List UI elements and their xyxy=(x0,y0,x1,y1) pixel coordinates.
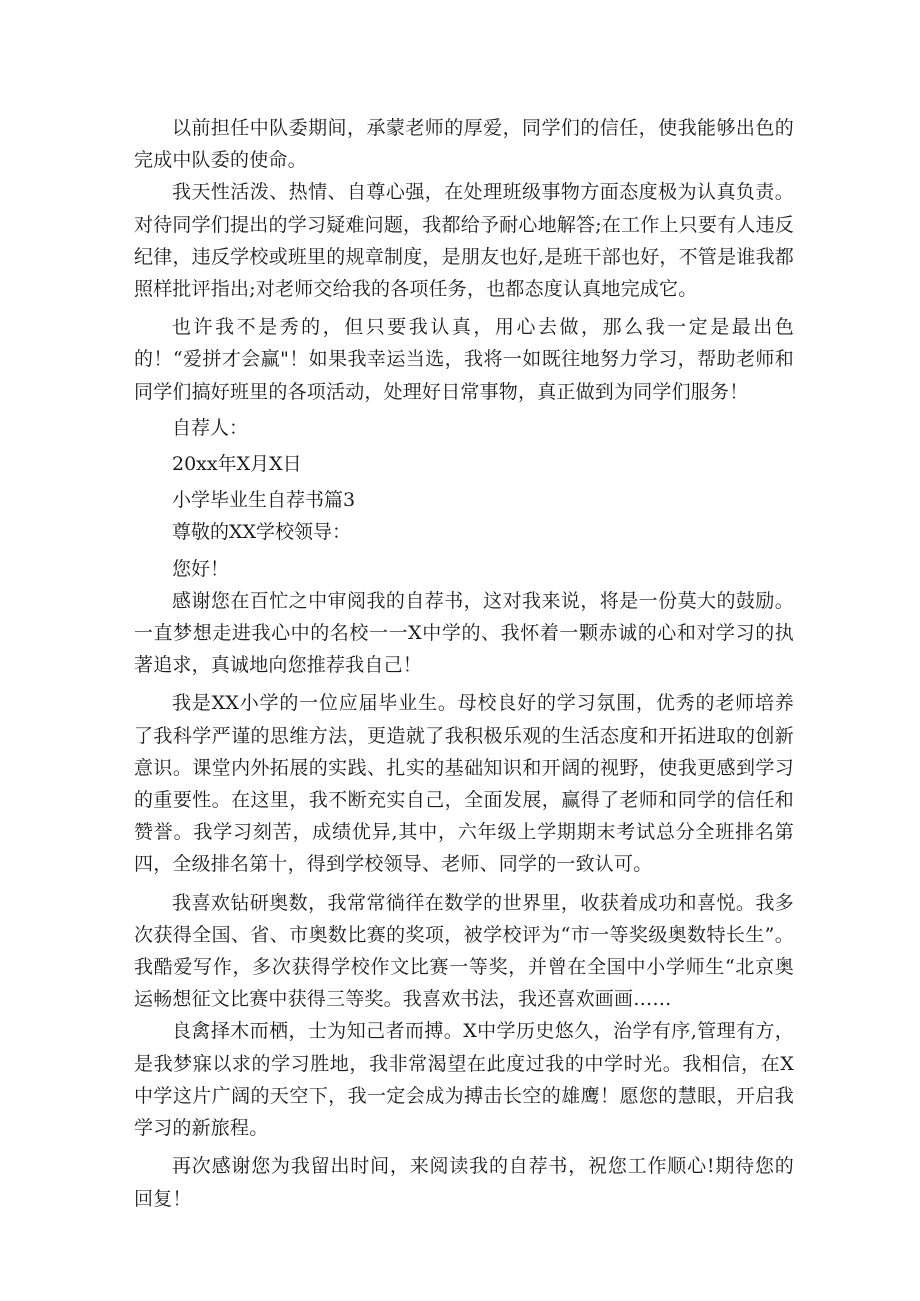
letter-paragraph: 我是XX小学的一位应届毕业生。母校良好的学习氛围，优秀的老师培养了我科学严谨的思维方法，更造就了我积极乐观的生活态度和开拓进取的创新意识。课堂内外拓展的实践、扎实的基础知识和开阔的视野，使我更感到学习的重要性。在这里，我不断充实自己，全面发展，赢得了老师和同学的信任和赞誉。我学习刻苦，成绩优异,其中，六年级上学期期末考试总分全班排名第四，全级排名第十，得到学校领导、老师、同学的一致认可。 xyxy=(134,692,794,876)
document-body xyxy=(134,112,794,1215)
section-title: 小学毕业生自荐书篇3 xyxy=(172,489,356,512)
letter-paragraph: 良禽择木而栖，士为知己者而搏。X中学历史悠久，治学有序,管理有方，是我梦寐以求的学习胜地，我非常渴望在此度过我的中学时光。我相信，在X中学这片广阔的天空下，我一定会成为搏击长空的雄鹰！愿您的慧眼，开启我学习的新旅程。 xyxy=(134,1020,794,1140)
signature-date: 20xx年X月X日 xyxy=(172,453,302,476)
paragraph: 以前担任中队委期间，承蒙老师的厚爱，同学们的信任，使我能够出色的完成中队委的使命。 xyxy=(134,117,794,172)
salutation: 尊敬的XX学校领导： xyxy=(172,521,352,544)
paragraph: 也许我不是秀的，但只要我认真，用心去做，那么我一定是最出色的！“爱拼才会赢"！如果我幸运当选，我将一如既往地努力学习，帮助老师和同学们搞好班里的各项活动，处理好日常事物，真正做到为同学们服务！ xyxy=(134,316,794,403)
greeting: 您好！ xyxy=(172,557,230,580)
letter-paragraph: 再次感谢您为我留出时间，来阅读我的自荐书，祝您工作顺心!期待您的回复！ xyxy=(134,1155,794,1210)
letter-paragraph: 我喜欢钻研奥数，我常常徜徉在数学的世界里，收获着成功和喜悦。我多次获得全国、省、市奥数比赛的奖项，被学校评为“市一等奖级奥数特长生”。我酷爱写作，多次获得学校作文比赛一等奖，并曾在全国中小学师生“北京奥运畅想征文比赛中获得三等奖。我喜欢书法，我还喜欢画画…… xyxy=(134,891,794,1011)
paragraph: 我天性活泼、热情、自尊心强，在处理班级事物方面态度极为认真负责。对待同学们提出的学习疑难问题，我都给予耐心地解答;在工作上只要有人违反纪律，违反学校或班里的规章制度，是朋友也好,是班干部也好，不管是谁我都照样批评指出;对老师交给我的各项任务，也都态度认真地完成它。 xyxy=(134,181,794,301)
letter-paragraph: 感谢您在百忙之中审阅我的自荐书，这对我来说，将是一份莫大的鼓励。一直梦想走进我心中的名校一一X中学的、我怀着一颗赤诚的心和对学习的执著追求，真诚地向您推荐我自己！ xyxy=(134,589,794,677)
signer-label: 自荐人： xyxy=(172,416,249,439)
